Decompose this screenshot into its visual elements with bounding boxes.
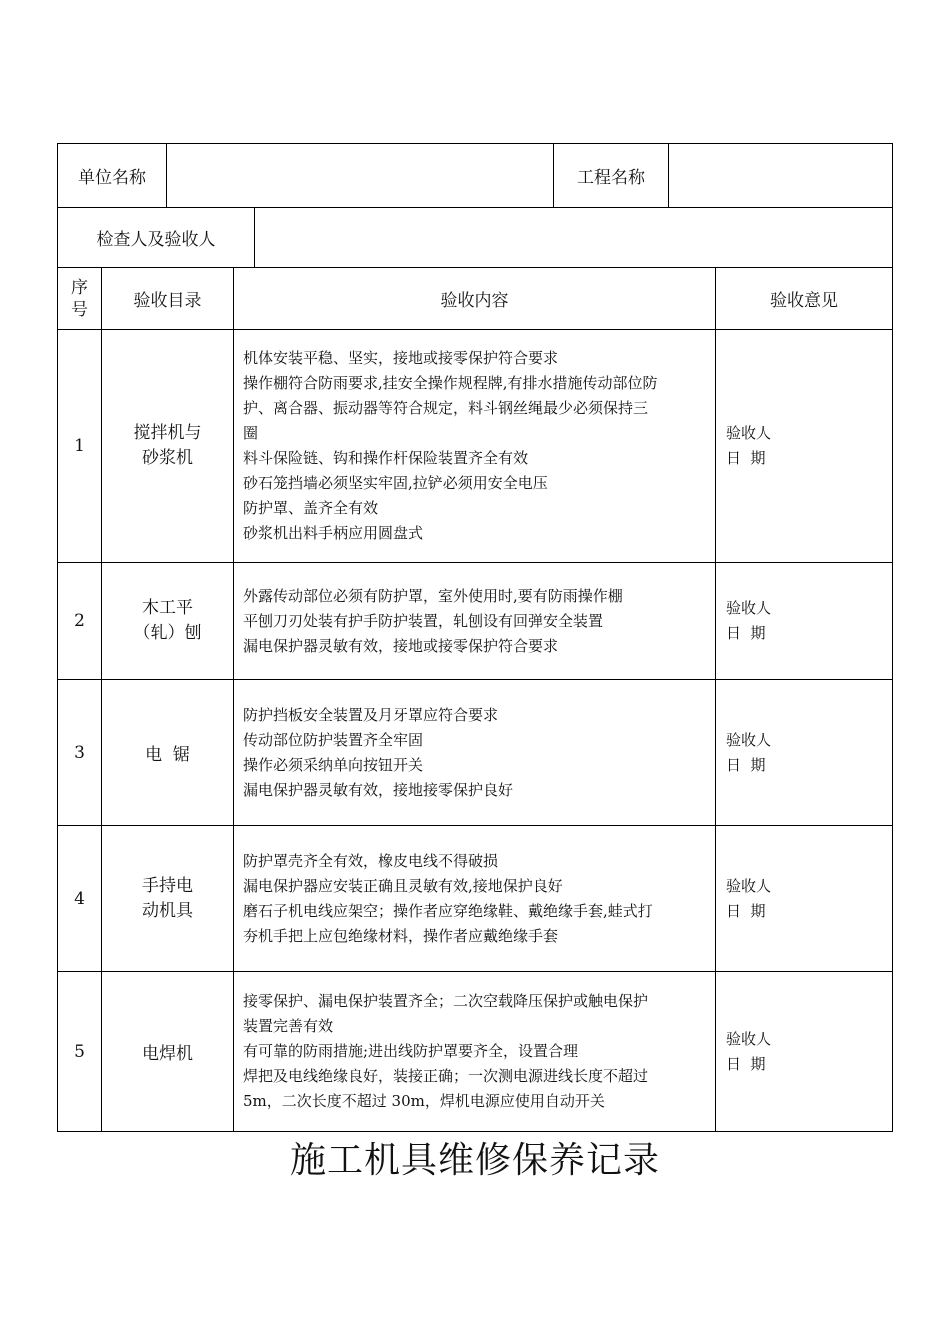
content-line: 磨石子机电线应架空；操作者应穿绝缘鞋、戴绝缘手套,蛙式打 [243,901,653,920]
opinion-date-label: 日 期 [726,1054,766,1073]
row-catalog [102,563,234,679]
header-row-inspector [57,208,893,268]
row-content [234,680,716,825]
content-line: 防护挡板安全装置及月牙罩应符合要求 [243,705,499,724]
row-opinion[interactable] [716,680,892,825]
catalog-line: （轧）刨 [133,623,202,643]
opinion-date-label: 日 期 [726,755,766,774]
content-line: 护、离合器、振动器等符合规定，料斗钢丝绳最少必须保持三 [243,399,649,417]
row-no: 1 [58,330,102,562]
row-opinion[interactable] [716,330,892,562]
content-line: 操作棚符合防雨要求,挂安全操作规程牌,有排水措施传动部位防 [243,374,658,392]
row-catalog [102,330,234,562]
table-row [57,330,893,563]
row-content [234,563,716,679]
project-value[interactable] [669,144,892,207]
content-line: 防护罩、盖齐全有效 [243,499,379,517]
row-opinion[interactable] [716,563,892,679]
row-no: 5 [58,972,102,1131]
row-catalog [102,972,234,1131]
row-content [234,972,716,1131]
document-title: 施工机具维修保养记录 [289,1140,660,1181]
table-row [57,563,893,680]
content-line: 装置完善有效 [243,1017,334,1035]
opinion-signer-label: 验收人 [726,424,772,442]
opinion-date-label: 日 期 [726,901,766,920]
catalog-line: 电 锯 [145,745,190,765]
catalog-line: 手持电 [142,875,193,896]
row-no: 4 [58,826,102,971]
row-catalog [102,826,234,971]
row-content [234,826,716,971]
content-line: 圈 [243,424,259,442]
catalog-line: 木工平 [142,598,193,618]
opinion-signer-label: 验收人 [726,1029,772,1048]
table-row [57,680,893,826]
row-opinion[interactable] [716,972,892,1131]
inspector-value[interactable] [255,208,892,267]
content-line: 平刨刀刃处装有护手防护装置，轧刨设有回弹安全装置 [243,611,604,630]
content-line: 操作必须采纳单向按钮开关 [243,755,424,774]
content-line: 漏电保护器灵敏有效，接地接零保护良好 [243,780,514,799]
content-line: 漏电保护器灵敏有效，接地或接零保护符合要求 [243,636,559,655]
row-catalog [102,680,234,825]
catalog-line: 砂浆机 [142,448,193,468]
content-line: 漏电保护器应安装正确且灵敏有效,接地保护良好 [243,876,563,895]
col-catalog: 验收目录 [102,268,234,329]
unit-label: 单位名称 [58,144,167,207]
col-opinion: 验收意见 [770,291,838,311]
table-row [57,972,893,1132]
content-line: 砂浆机出料手柄应用圆盘式 [243,524,424,542]
col-no: 序号 [58,268,102,329]
column-header-row [57,268,893,330]
opinion-date-label: 日 期 [726,449,766,467]
content-line: 有可靠的防雨措施;进出线防护罩要齐全，设置合理 [243,1042,579,1060]
content-line: 夯机手把上应包绝缘材料，操作者应戴绝缘手套 [243,926,559,945]
content-line: 传动部位防护装置齐全牢固 [243,730,424,749]
content-line: 5m，二次长度不超过 30m，焊机电源应使用自动开关 [243,1092,605,1110]
table-row [57,826,893,972]
project-label: 工程名称 [554,144,669,207]
row-content [234,330,716,562]
content-line: 焊把及电线绝缘良好，装接正确；一次测电源进线长度不超过 [243,1067,649,1085]
inspection-form [57,143,893,1132]
row-no: 2 [58,563,102,679]
opinion-date-label: 日 期 [726,624,766,642]
content-line: 料斗保险链、钩和操作杆保险装置齐全有效 [243,449,529,467]
content-line: 砂石笼挡墙必须坚实牢固,拉铲必须用安全电压 [243,474,548,492]
catalog-line: 搅拌机与 [133,423,202,443]
content-line: 外露传动部位必须有防护罩，室外使用时,要有防雨操作棚 [243,586,623,605]
unit-value[interactable] [167,144,554,207]
opinion-signer-label: 验收人 [726,876,772,895]
catalog-line: 动机具 [142,900,193,921]
col-content: 验收内容 [234,268,716,329]
inspector-label: 检查人及验收人 [58,208,255,267]
content-line: 机体安装平稳、坚实，接地或接零保护符合要求 [243,349,559,367]
row-opinion[interactable] [716,826,892,971]
catalog-line: 电焊机 [142,1044,193,1064]
content-line: 防护罩壳齐全有效，橡皮电线不得破损 [243,851,499,870]
content-line: 接零保护、漏电保护装置齐全；二次空载降压保护或触电保护 [243,992,649,1010]
opinion-signer-label: 验收人 [726,730,772,749]
header-row-unit [57,143,893,208]
opinion-signer-label: 验收人 [726,599,772,617]
row-no: 3 [58,680,102,825]
